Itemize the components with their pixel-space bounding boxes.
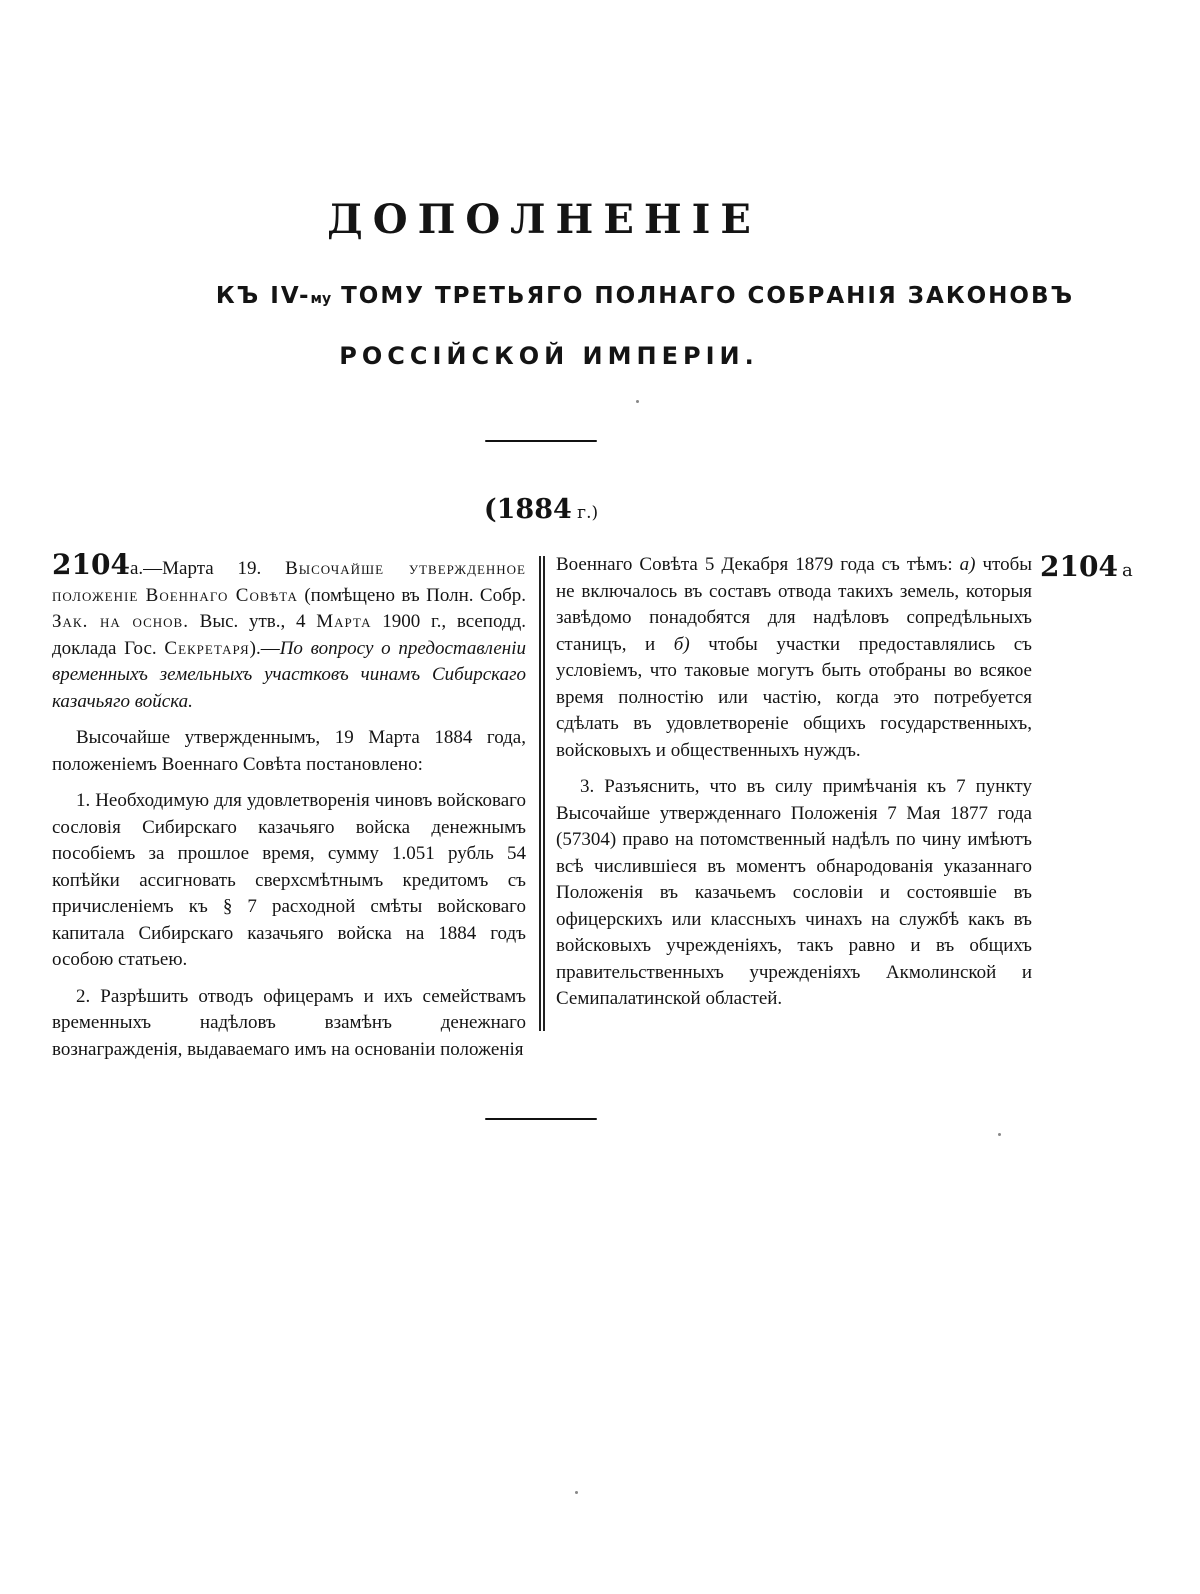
paragraph-item-2-continued bbox=[556, 552, 1032, 764]
year-heading bbox=[0, 494, 1082, 525]
scan-speck bbox=[998, 1133, 1001, 1136]
subtitle-superscript: му bbox=[310, 291, 332, 307]
subitem-b-label: б) bbox=[673, 633, 690, 655]
subitem-a-label: а) bbox=[959, 554, 976, 575]
paragraph-item-2: 2. Разрѣшить отводъ офицерамъ и ихъ семействамъ временныхъ надѣловъ взамѣнъ денежнаго вознагражденія, выдаваемаго имъ на основаніи положенія bbox=[52, 985, 526, 1060]
article-source-month: Марта bbox=[316, 611, 372, 632]
margin-article-number bbox=[1040, 550, 1133, 583]
continued-text-c: чтобы участки предоставлялись съ условіемъ, что таковые могутъ быть отобраны во всякое время полностію или частію, когда это потребуется сдѣлать въ удовлетвореніе общихъ государственныхъ, войсковыхъ и общественныхъ нуждъ. bbox=[556, 633, 1032, 761]
right-column bbox=[556, 552, 1032, 1013]
article-header-paragraph bbox=[52, 548, 527, 715]
article-source-secretary: Секретаря bbox=[164, 637, 250, 659]
bottom-divider bbox=[485, 1118, 597, 1120]
column-separator-line bbox=[543, 556, 545, 1031]
article-source-c: 1900 г., всеподд. доклада Гос. bbox=[52, 611, 527, 659]
paragraph-intro: Высочайше утвержденнымъ, 19 Марта 1884 года, положеніемъ Военнаго Совѣта постановлено: bbox=[52, 727, 526, 775]
article-source-sc: Зак. на основ. bbox=[52, 611, 189, 632]
top-divider bbox=[485, 440, 597, 442]
year-suffix: г.) bbox=[571, 503, 599, 523]
document-subtitle bbox=[0, 283, 1200, 309]
article-source-a: (помѣщено въ Полн. Собр. bbox=[297, 584, 526, 606]
article-number: 2104 bbox=[52, 548, 130, 581]
scan-speck bbox=[636, 400, 639, 403]
margin-number: 2104 bbox=[1040, 550, 1118, 583]
left-column bbox=[52, 548, 527, 1063]
article-source-b: Выс. утв., 4 bbox=[188, 611, 317, 632]
article-act-name: Высочайше утвержденное положеніе Военнаго Совѣта bbox=[52, 558, 526, 606]
column-separator-line bbox=[539, 556, 541, 1031]
margin-number-suffix: а bbox=[1121, 560, 1133, 581]
document-subtitle-empire: РОССІЙСКОЙ ИМПЕРІИ. bbox=[339, 342, 759, 370]
continued-text-a: Военнаго Совѣта 5 Декабря 1879 года съ тѣмъ: bbox=[556, 554, 960, 575]
paragraph-item-3: 3. Разъяснить, что въ силу примѣчанія къ 7 пункту Высочайше утвержденнаго Положенія 7 Мая 1877 года (57304) право на потомственный надѣлъ по чину имѣютъ всѣ числившіеся въ моментъ обнародованія указаннаго Положенія въ казачьемъ сословіи и состоявшіе въ офицерскихъ или классныхъ чинахъ на службѣ какъ въ войсковыхъ учрежденіяхъ, такъ равно и въ общихъ правительственныхъ учрежденіяхъ Акмолинской и Семипалатинской областей. bbox=[556, 776, 1032, 1009]
document-title: ДОПОЛНЕНІЕ bbox=[327, 196, 761, 243]
paragraph-item-1: 1. Необходимую для удовлетворенія чиновъ войсковаго сословія Сибирскаго казачьяго войска денежнымъ пособіемъ за прошлое время, сумму 1.051 рубль 54 копѣйки ассигновать сверхсмѣтнымъ кредитомъ съ причисленіемъ къ § 7 расходной смѣты войсковаго капитала Сибирскаго казачьяго войска на 1884 годъ особою статьею. bbox=[52, 790, 526, 970]
scan-speck bbox=[575, 1491, 578, 1494]
subtitle-prefix: КЪ IV- bbox=[215, 283, 311, 309]
year-number: (1884 bbox=[483, 494, 572, 525]
subtitle-rest: ТОМУ ТРЕТЬЯГО ПОЛНАГО СОБРАНІЯ ЗАКОНОВЪ bbox=[331, 283, 1075, 309]
article-subject: По вопросу о предоставленіи временныхъ земельныхъ участковъ чинамъ Сибирскаго казачьяго войска. bbox=[52, 637, 526, 712]
article-source-end: ).— bbox=[249, 637, 280, 659]
continued-text-b: чтобы не включалось въ составъ отвода такихъ земель, которыя завѣдомо понадобятся для надѣловъ сопредѣльныхъ станицъ, и bbox=[556, 554, 1033, 655]
article-date: а.—Марта 19. bbox=[129, 558, 286, 579]
